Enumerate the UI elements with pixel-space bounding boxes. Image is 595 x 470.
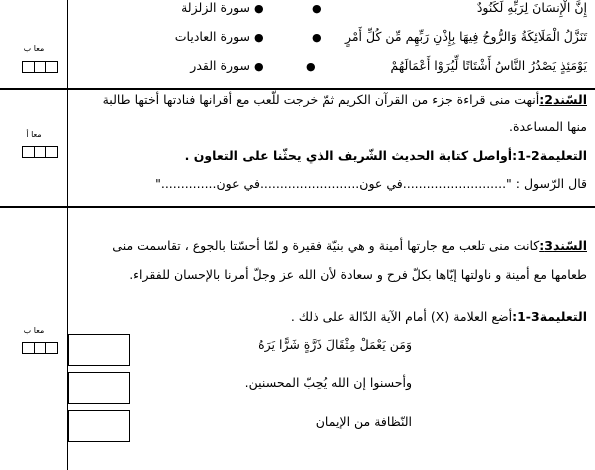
criterion-label-1: معا ب <box>23 44 45 53</box>
bullet-surah-1: ● <box>254 2 264 15</box>
score-boxes-3[interactable] <box>22 342 58 354</box>
sanad-2-text: أنهت منى قراءة جزء من القرآن الكريم ثمّ خرجت للّعب مع أقرانها فنادتها أختها طالبة <box>102 92 540 107</box>
option-2: وأحسنوا إن الله يُحِبّ المحسنين. <box>244 375 412 390</box>
task-2-1-label: التعليمة2-1: <box>512 148 587 163</box>
sanad-2-label: السّند2: <box>539 92 587 107</box>
sanad-3-text: كانت منى تلعب مع جارتها أمينة و هي بنيّة فقيرة و لمّا أحسّتا بالجوع ، تقاسمت منى <box>112 238 540 253</box>
sanad-3-line-1 <box>112 238 587 253</box>
task-3-1-label: التعليمة3-1: <box>512 309 587 324</box>
criterion-label-2: معا أ <box>26 130 42 139</box>
task-3-1 <box>291 309 587 324</box>
bullet-verse-2: ● <box>312 31 322 44</box>
section-divider-2 <box>0 206 595 208</box>
bullet-verse-3: ● <box>306 60 316 73</box>
bullet-surah-3: ● <box>254 60 264 73</box>
score-boxes-2[interactable] <box>22 146 58 158</box>
answer-box-3[interactable] <box>68 410 130 442</box>
task-3-1-text: أضع العلامة (X) أمام الآية الدّالة على ذلك . <box>290 309 513 324</box>
criterion-label-3: معا ب <box>23 326 45 335</box>
bullet-surah-2: ● <box>254 31 264 44</box>
surah-2: سورة العاديات <box>174 29 250 44</box>
option-3: النّظافة من الإيمان <box>315 414 412 429</box>
score-boxes-1[interactable] <box>22 61 58 73</box>
sanad-3-label: السّند3: <box>539 238 587 253</box>
sanad-2-line-2: منها المساعدة. <box>508 119 587 134</box>
answer-box-2[interactable] <box>68 372 130 404</box>
answer-box-1[interactable] <box>68 334 130 366</box>
option-1: وَمَن يَعْمَلْ مِثْقَالَ ذَرَّةٍ شَرًّا يَرَهُ <box>258 337 412 352</box>
bullet-verse-1: ● <box>312 2 322 15</box>
hadith-fill-in[interactable]: قال الرّسول : "..........................في عون.........................في عون.............." <box>155 176 587 191</box>
sanad-2-line-1 <box>103 92 587 107</box>
surah-1: سورة الزلزلة <box>181 0 250 15</box>
verse-1: إِنَّ الْإِنسَانَ لِرَبِّهِ لَكَنُودٌ <box>476 0 587 15</box>
task-2-1-text: أواصل كتابة الحديث الشّريف الذي يحثّنا على التعاون . <box>184 148 513 163</box>
verse-2: تَنَزَّلُ الْمَلَائِكَةُ وَالرُّوحُ فِيهَا بِإِذْنِ رَبِّهِم مِّن كُلِّ أَمْرٍ <box>344 29 587 44</box>
sanad-3-line-2: طعامها مع أمينة و ناولتها إيّاها بكلّ فرح و سعادة لأن الله عز وجلّ أمرنا بالإحسان للفقراء. <box>129 267 587 282</box>
section-divider-1 <box>0 88 595 90</box>
surah-3: سورة القدر <box>190 58 250 73</box>
verse-3: يَوْمَئِذٍ يَصْدُرُ النَّاسُ أَشْتَاتًا لِّيُرَوْا أَعْمَالَهُمْ <box>390 58 587 73</box>
task-2-1 <box>185 148 587 163</box>
